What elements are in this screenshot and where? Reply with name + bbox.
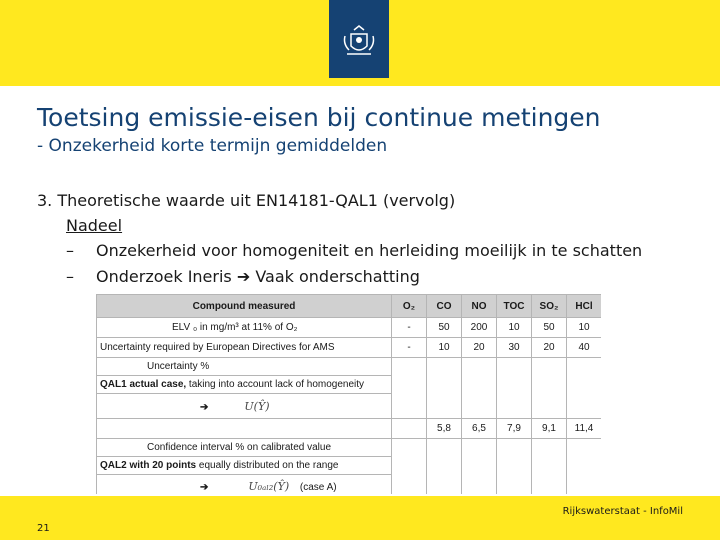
arrow-icon: ➔	[200, 401, 209, 413]
bullet-text: Onderzoek Ineris ➔ Vaak onderschatting	[96, 267, 420, 286]
bullet-text: Onzekerheid voor homogeniteit en herleiding moeilijk in te schatten	[96, 241, 643, 260]
table-cell: -	[392, 318, 427, 338]
arrow-icon: ➔	[200, 481, 209, 493]
table-cell: 40	[567, 338, 602, 358]
logo	[329, 0, 389, 78]
table-cell	[97, 376, 392, 394]
qal2-formula: U₀ₐₗ₂(Ŷ)	[248, 479, 290, 493]
table-row	[97, 439, 602, 457]
table-cell	[97, 457, 392, 475]
table-cell	[392, 419, 427, 439]
qal2-description: equally distributed on the range	[196, 460, 339, 471]
table-header-cell: SO₂	[532, 295, 567, 318]
heading-point-3: 3. Theoretische waarde uit EN14181-QAL1 (vervolg)	[37, 191, 456, 210]
table-row	[97, 358, 602, 376]
table-cell: ELV ₀ in mg/m³ at 11% of O₂	[97, 318, 392, 338]
bottom-band	[0, 496, 720, 540]
bullet-dash: –	[66, 267, 74, 286]
table-cell: -	[392, 338, 427, 358]
table-header-cell: HCl	[567, 295, 602, 318]
uncertainty-table	[96, 294, 601, 494]
table-cell: 10	[427, 338, 462, 358]
page-number: 21	[37, 523, 50, 534]
crest-icon	[341, 24, 377, 58]
table-row	[97, 318, 602, 338]
table-header-cell: O₂	[392, 295, 427, 318]
bullet-item	[66, 241, 642, 260]
table-cell: 50	[532, 318, 567, 338]
slide-title: Toetsing emissie-eisen bij continue metingen	[37, 103, 601, 132]
table-cell: 7,9	[497, 419, 532, 439]
table-row	[97, 419, 602, 439]
uncertainty-table-image	[96, 294, 601, 494]
case-label: (case A)	[299, 481, 337, 493]
table-cell: 11,4	[567, 419, 602, 439]
table-cell: 10	[567, 318, 602, 338]
table-cell: 10	[497, 318, 532, 338]
table-header-row	[97, 295, 602, 318]
bullet-item	[66, 267, 420, 286]
table-cell: 50	[427, 318, 462, 338]
table-cell: 200	[462, 318, 497, 338]
table-cell: Uncertainty %	[97, 358, 392, 376]
table-header-cell: NO	[462, 295, 497, 318]
qal1-label: QAL1 actual case,	[100, 379, 187, 390]
table-row	[97, 338, 602, 358]
qal1-description: taking into account lack of homogeneity	[186, 379, 365, 390]
qal1-formula: U(Ŷ)	[244, 399, 270, 413]
table-cell: 20	[462, 338, 497, 358]
slide-subtitle: - Onzekerheid korte termijn gemiddelden	[37, 136, 388, 156]
table-cell: 30	[497, 338, 532, 358]
table-cell	[97, 394, 392, 419]
table-header-cell: CO	[427, 295, 462, 318]
footer-organization: Rijkswaterstaat - InfoMil	[562, 506, 683, 517]
table-header-cell: Compound measured	[97, 295, 392, 318]
bullet-dash: –	[66, 241, 74, 260]
table-cell: 6,5	[462, 419, 497, 439]
table-cell: Uncertainty required by European Directives for AMS	[97, 338, 392, 358]
table-cell: Confidence interval % on calibrated value	[97, 439, 392, 457]
table-cell: 20	[532, 338, 567, 358]
table-cell: 5,8	[427, 419, 462, 439]
table-cell	[97, 475, 392, 495]
qal2-label: QAL2 with 20 points	[100, 460, 197, 471]
table-cell: 9,1	[532, 419, 567, 439]
drawback-label: Nadeel	[66, 216, 123, 235]
table-header-cell: TOC	[497, 295, 532, 318]
